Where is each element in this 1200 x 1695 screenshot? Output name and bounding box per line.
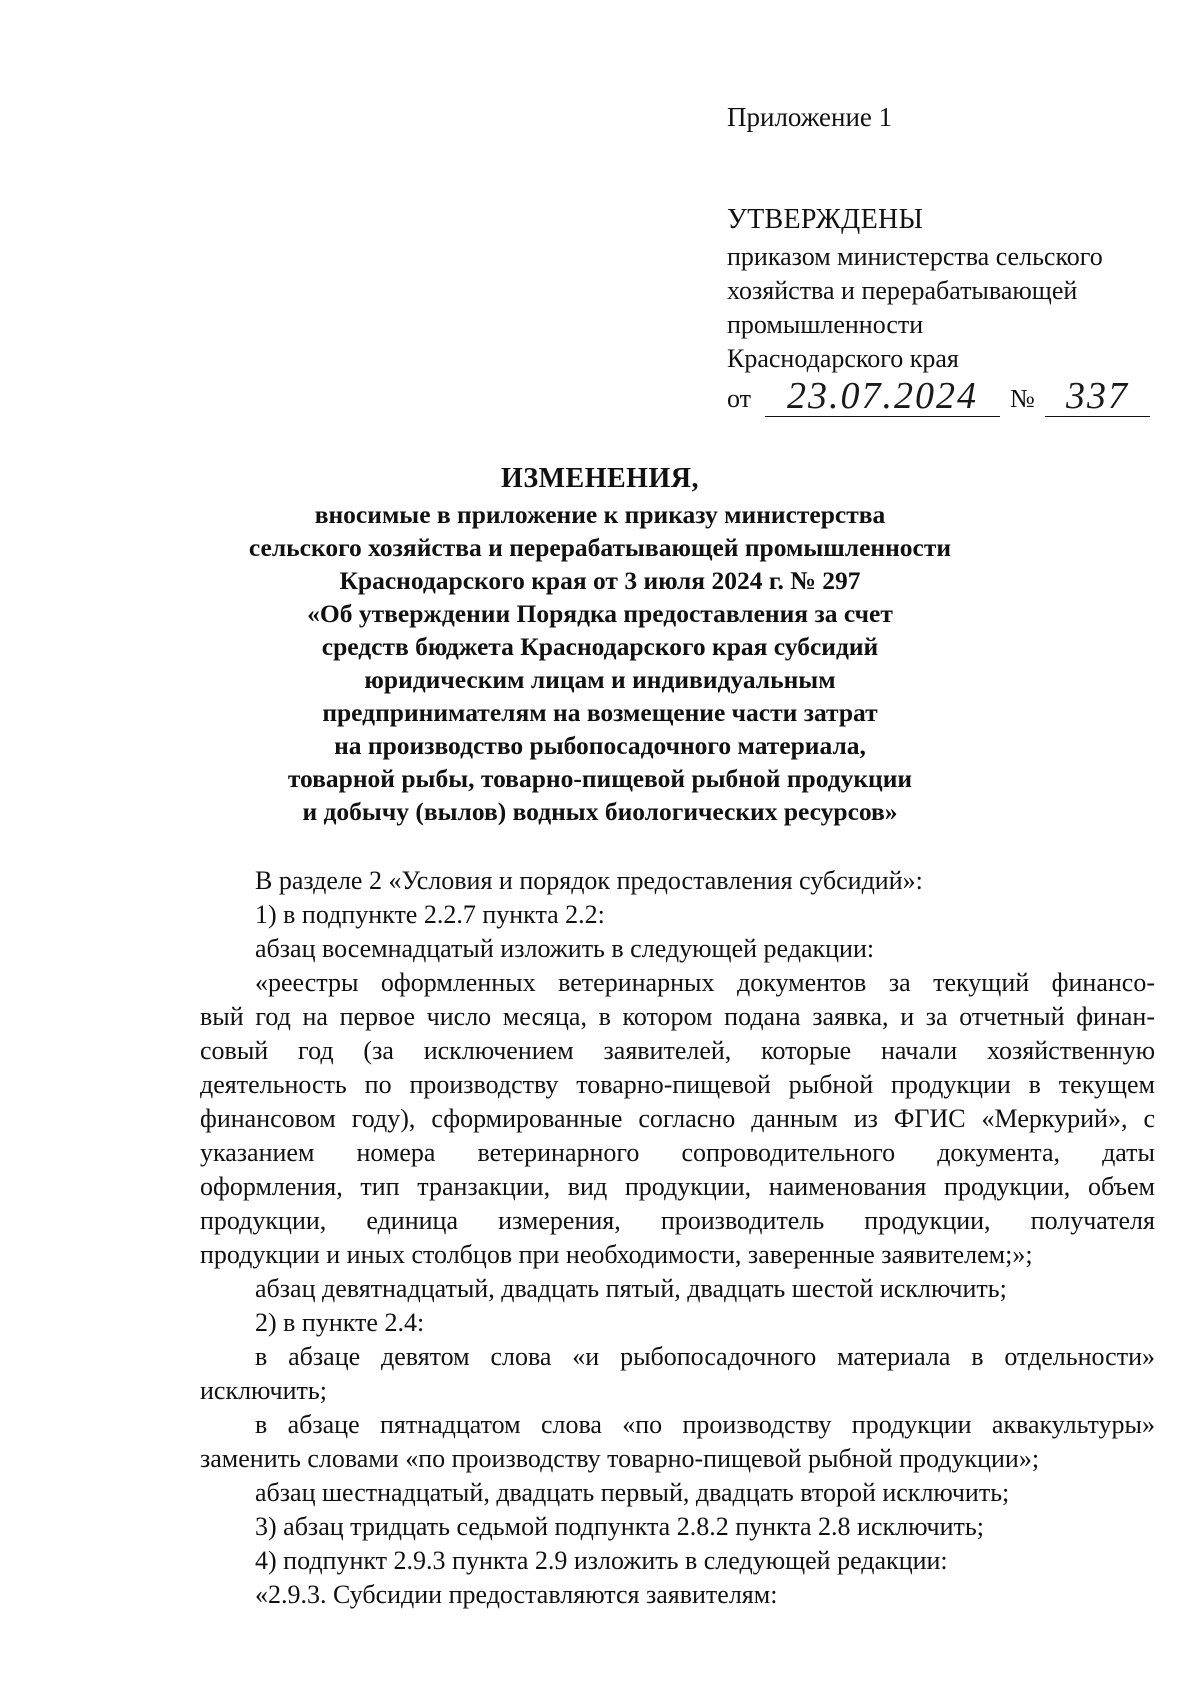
date-prefix: от bbox=[727, 384, 752, 413]
appendix-label: Приложение 1 bbox=[727, 102, 893, 132]
number-prefix: № bbox=[1010, 384, 1035, 413]
body-text bbox=[200, 865, 1155, 1613]
approval-line: промышленности bbox=[727, 310, 924, 339]
body-line: 3) абзац тридцать седьмой подпункта 2.8.2 пункта 2.8 исключить; bbox=[255, 1512, 984, 1541]
body-line: деятельность по производству товарно-пищевой рыбной продукции в текущем bbox=[200, 1070, 1155, 1099]
order-date-handwritten: 23.07.2024 bbox=[765, 376, 1000, 417]
body-line: вый год на первое число месяца, в котором подана заявка, и за отчетный финан- bbox=[200, 1002, 1155, 1031]
body-line: 1) в подпункте 2.2.7 пункта 2.2: bbox=[255, 900, 605, 929]
changes-title-block bbox=[0, 460, 1200, 828]
approved-heading: УТВЕРЖДЕНЫ bbox=[727, 204, 924, 235]
body-line: оформления, тип транзакции, вид продукции, наименования продукции, объем bbox=[200, 1172, 1155, 1201]
title-line: «Об утверждении Порядка предоставления за счет bbox=[307, 599, 893, 628]
body-line: абзац восемнадцатый изложить в следующей редакции: bbox=[255, 934, 875, 963]
body-line: В разделе 2 «Условия и порядок предоставления субсидий»: bbox=[255, 866, 923, 895]
body-line: совый год (за исключением заявителей, которые начали хозяйственную bbox=[200, 1036, 1155, 1065]
body-line: в абзаце девятом слова «и рыбопосадочного материала в отдельности» bbox=[255, 1342, 1155, 1371]
approval-line: хозяйства и перерабатывающей bbox=[727, 276, 1078, 305]
body-line: в абзаце пятнадцатом слова «по производству продукции аквакультуры» bbox=[255, 1410, 1155, 1439]
body-line: финансовом году), сформированные согласно данным из ФГИС «Меркурий», с bbox=[200, 1104, 1155, 1133]
document-title: ИЗМЕНЕНИЯ, bbox=[501, 463, 699, 494]
title-line: на производство рыбопосадочного материала, bbox=[334, 731, 866, 760]
body-line: указанием номера ветеринарного сопроводительного документа, даты bbox=[200, 1138, 1155, 1167]
body-line: «реестры оформленных ветеринарных документов за текущий финансо- bbox=[255, 968, 1155, 997]
approval-line: Краснодарского края bbox=[727, 344, 959, 373]
body-line: абзац шестнадцатый, двадцать первый, двадцать второй исключить; bbox=[255, 1478, 1010, 1507]
body-line: заменить словами «по производству товарно-пищевой рыбной продукции»; bbox=[200, 1444, 1040, 1473]
title-line: юридическим лицам и индивидуальным bbox=[364, 665, 836, 694]
approval-block bbox=[727, 200, 1167, 420]
body-line: 2) в пункте 2.4: bbox=[255, 1308, 425, 1337]
title-line: товарной рыбы, товарно-пищевой рыбной продукции bbox=[287, 764, 913, 793]
title-line: средств бюджета Краснодарского края субсидий bbox=[321, 632, 879, 661]
body-line: «2.9.3. Субсидии предоставляются заявителям: bbox=[255, 1580, 778, 1609]
title-line: вносимые в приложение к приказу министерства bbox=[314, 500, 886, 529]
title-line: и добычу (вылов) водных биологических ресурсов» bbox=[302, 797, 898, 826]
body-line: продукции и иных столбцов при необходимости, заверенные заявителем;»; bbox=[200, 1240, 1033, 1269]
body-line: продукции, единица измерения, производитель продукции, получателя bbox=[200, 1206, 1155, 1235]
body-line: исключить; bbox=[200, 1376, 327, 1405]
title-line: предпринимателям на возмещение части затрат bbox=[322, 698, 878, 727]
order-date-number-line bbox=[727, 376, 1167, 420]
title-line: сельского хозяйства и перерабатывающей промышленности bbox=[248, 533, 952, 562]
body-line: 4) подпункт 2.9.3 пункта 2.9 изложить в следующей редакции: bbox=[255, 1546, 948, 1575]
title-line: Краснодарского края от 3 июля 2024 г. № 297 bbox=[339, 566, 861, 595]
approval-line: приказом министерства сельского bbox=[727, 242, 1103, 271]
body-line: абзац девятнадцатый, двадцать пятый, двадцать шестой исключить; bbox=[255, 1274, 1007, 1303]
order-number-handwritten: 337 bbox=[1045, 376, 1150, 417]
